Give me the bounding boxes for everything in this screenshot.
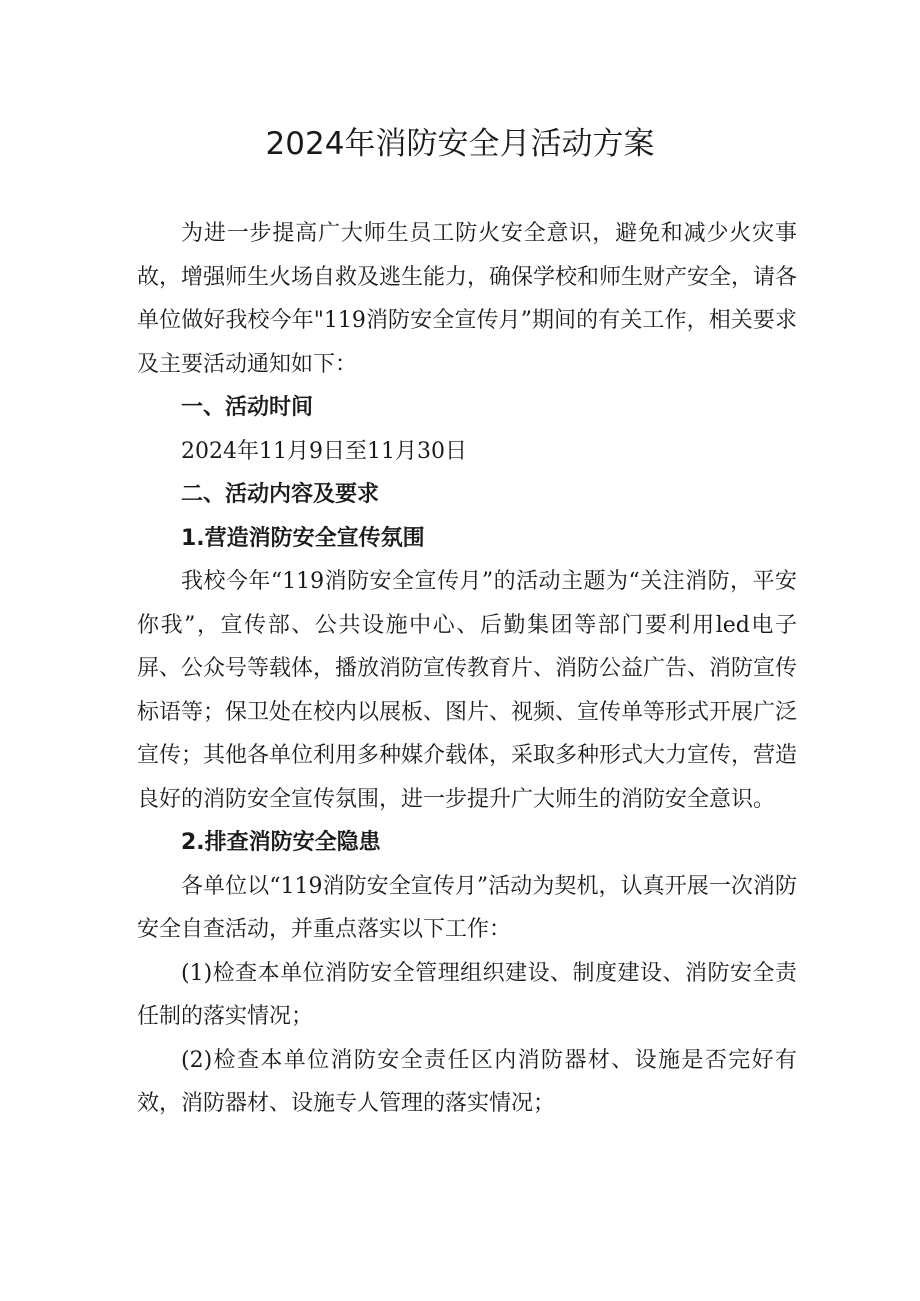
item-heading-publicity: 1.营造消防安全宣传氛围 <box>181 525 425 551</box>
document-body <box>137 212 797 1126</box>
inspection-point-1: (1)检查本单位消防安全管理组织建设、制度建设、消防安全责任制的落实情况； <box>137 960 797 1029</box>
item-heading-inspection: 2.排查消防安全隐患 <box>181 830 381 855</box>
section-heading-content: 二、活动内容及要求 <box>181 482 380 507</box>
intro-paragraph: 为进一步提高广大师生员工防火安全意识，避免和减少火灾事故，增强师生火场自救及逃生能力，确保学校和师生财产安全，请各单位做好我校今年"119消防安全宣传月”期间的有关工作，相关要求及主要活动通知如下： <box>137 221 798 377</box>
item-paragraph-inspection: 各单位以“119消防安全宣传月”活动为契机，认真开展一次消防安全自查活动，并重点落实以下工作： <box>137 873 797 942</box>
section-heading-time: 一、活动时间 <box>181 395 314 420</box>
activity-dates: 2024年11月9日至11月30日 <box>181 438 467 464</box>
document-title: 2024年消防安全月活动方案 <box>265 126 655 162</box>
item-paragraph-publicity: 我校今年“119消防安全宣传月”的活动主题为“关注消防，平安你我”，宣传部、公共设施中心、后勤集团等部门要利用led电子屏、公众号等载体，播放消防宣传教育片、消防公益广告、消防宣传标语等；保卫处在校内以展板、图片、视频、宣传单等形式开展广泛宣传；其他各单位利用多种媒介载体，采取多种形式大力宣传，营造良好的消防安全宣传氛围，进一步提升广大师生的消防安全意识。 <box>137 569 798 812</box>
inspection-point-2: (2)检查本单位消防安全责任区内消防器材、设施是否完好有效，消防器材、设施专人管理的落实情况； <box>137 1047 797 1116</box>
